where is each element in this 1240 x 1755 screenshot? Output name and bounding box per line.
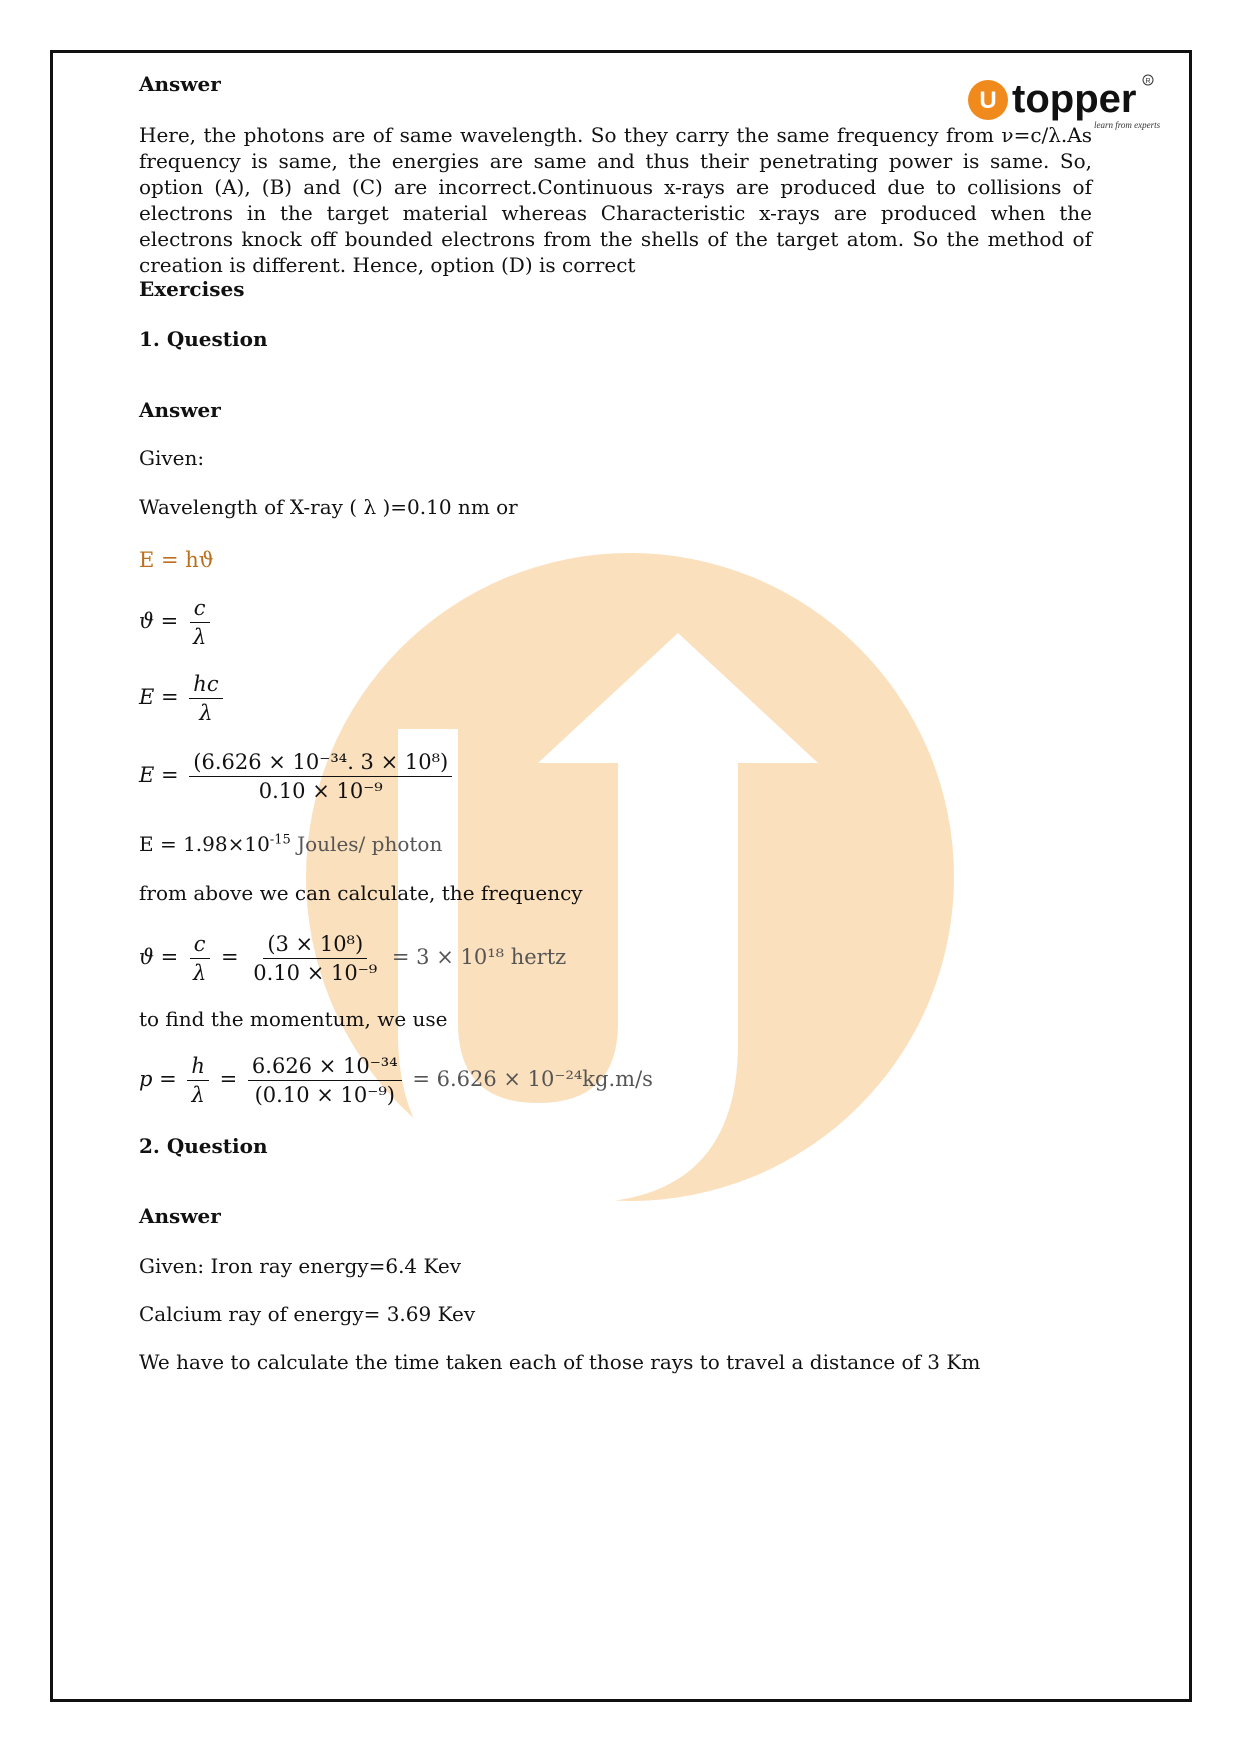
- exercises-heading: Exercises: [139, 277, 245, 301]
- calcium-ray-energy: Calcium ray of energy= 3.69 Kev: [139, 1302, 476, 1326]
- equation-energy-substituted: E = $\frac{\text{(6.626 × 10⁻³⁴. 3 × 10⁸)}}{\text{0.10 × 10⁻⁹}}$: [139, 750, 456, 803]
- question-1-answer-heading: Answer: [139, 398, 221, 422]
- answer-heading: Answer: [139, 72, 221, 96]
- question-1-heading: 1. Question: [139, 327, 268, 351]
- equation-energy: E = hϑ: [139, 548, 214, 572]
- equation-frequency: ϑ = $\frac{c}{\lambda}$: [139, 596, 214, 649]
- equation-momentum: p = $\frac{h}{\lambda}$ = $\frac{\text{6.626 × 10⁻³⁴}}{\text{(0.10 × 10⁻⁹)}}$ = 6.626 × 10⁻²⁴kg.m/s: [139, 1054, 653, 1107]
- task-statement: We have to calculate the time taken each of those rays to travel a distance of 3 Km: [139, 1350, 981, 1374]
- wavelength-line: Wavelength of X-ray ( λ )=0.10 nm or: [139, 495, 518, 519]
- equation-energy-hc: E = $\frac{hc}{\lambda}$: [139, 672, 227, 725]
- logo-tagline: learn from experts: [1094, 120, 1161, 130]
- logo-text: topper: [1012, 77, 1137, 121]
- question-2-answer-heading: Answer: [139, 1204, 221, 1228]
- logo-glyph: U: [979, 87, 997, 114]
- question-2-heading: 2. Question: [139, 1134, 268, 1158]
- frequency-intro: from above we can calculate, the frequency: [139, 881, 583, 905]
- equation-frequency-result: ϑ = $\frac{c}{\lambda}$ = $\frac{\text{(3 × 10⁸)}}{\text{0.10 × 10⁻⁹}}$ = 3 × 10¹⁸ hertz: [139, 932, 567, 985]
- momentum-intro: to find the momentum, we use: [139, 1007, 448, 1031]
- given-label: Given:: [139, 446, 205, 470]
- answer-paragraph: Here, the photons are of same wavelength. So they carry the same frequency from ν=c/λ.As frequency is same, the energies are same and thus their penetrating power is same. So, option (A), (B) and (C) are incorrect.Continuous x-rays are produced due to collisions of electrons in the target material whereas Characteristic x-rays are produced when the electrons knock off bounded electrons from the shells of the target atom. So the method of creation is different. Hence, option (D) is correct: [139, 123, 1092, 277]
- iron-ray-energy: Given: Iron ray energy=6.4 Kev: [139, 1254, 462, 1278]
- svg-text:R: R: [1145, 78, 1151, 85]
- energy-result: $E = 1.98\times 10^{-15}$ Joules/ photon: [139, 832, 443, 856]
